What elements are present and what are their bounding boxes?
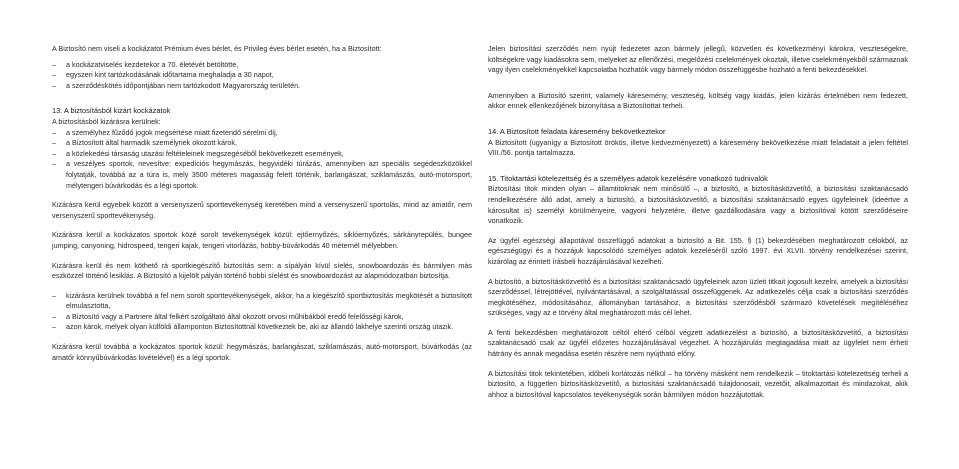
list-item: – a veszélyes sportok, nevesítve: expedíciós hegymászás, hegyvidéki túrázás, amennyiben azt speciális segédeszközökkel folytatják, továbbá az a túra is, mely 3500 méteres magasság felett történik, barlangászat, sziklamászás, autó-motorsport, mélytengeri búvárkodás és a légi sportok.	[52, 159, 472, 191]
list-item: – a Biztosított által harmadik személynek okozott károk,	[52, 138, 472, 149]
paragraph: Kizárásra kerül a kockázatos sportok közé sorolt tevékenységek közül: ejtőernyőzés, siklóernyőzés, sárkányrepülés, bungee jumping, canyoning, hidrospeed, tengeri kajak, tengeri vitorlázás, hobby-búvárkodás 40 méternél mélyebben.	[52, 230, 472, 250]
list-item: – a Biztosító vagy a Partnere által felkért szolgáltató által okozott orvosi műhibákból eredő felelősségi károk,	[52, 312, 472, 323]
list-item: – a közlekedési társaság utazási feltételeinek megszegéséből bekövetkezett események,	[52, 149, 472, 160]
list-item: – kizárásra kerülnek továbbá a fel nem sorolt sporttevékenységek, akkor, ha a kiegészítő sportbiztosítás megkötését a biztosított elmulasztotta,	[52, 291, 472, 312]
paragraph: A fenti bekezdésben meghatározott céltól eltérő célból végzett adatkezelést a biztosító, a biztosításközvetítő, a biztosítási szaktanácsadó csak az ügyfél előzetes hozzájárulásával végezhet. A hozzájárulás megtagadása miatt az ügyfelet nem érheti hátrány és annak megadása esetén részére nem nyújtható előny.	[488, 327, 908, 359]
section-13-title: 13. A biztosításból kizárt kockázatok	[52, 106, 171, 116]
paragraph: Kizárásra kerül továbbá a kockázatos sportok közül: hegymászás, barlangászat, sziklamászás, autó-motorsport, búvárkodás (az amatőr könnyűbúvárkodás kivételével) és a légi sportok.	[52, 342, 472, 362]
list-item: – a személyhez fűződő jogok megsértése miatt fizetendő sérelmi díj,	[52, 128, 472, 139]
section-14-text: A Biztosított (ugyanígy a Biztosított örökös, illetve kedvezményezett) a káresemény bekövetkezése miatt feladatait a jelen feltétel VIII./56. pontja tartalmazza.	[488, 137, 908, 158]
paragraph: Az ügyfél egészségi állapotával összefüggő adatokat a biztosító a Bit. 155. § (1) bekezdésében meghatározott célokból, az egészségügyi és a hozzájuk kapcsolódó személyes adatok kezeléséről szóló 1997. évi XLVII. törvény rendelkezései szerint, kizárólag az érintett írásbeli hozzájárulásával kezelheti.	[488, 235, 908, 266]
section-15-title: 15. Titoktartási kötelezettség és a személyes adatok kezelésére vonatkozó tudnivalók	[488, 173, 768, 183]
paragraph: A biztosító, a biztosításközvetítő és a biztosítási szaktanácsadó ügyfeleinek azon üzleti titkait jogosult kezelni, amelyek a biztosítási szerződéssel, létrejöttével, nyilvántartásával, a szolgáltatással összefüggenek. Az adatkezelés célja csak a biztosítási szerződés megkötéséhez, módosításához, állományban tartásához, a biztosítási szerződésből származó követelések megítéléséhez szükséges, vagy az e törvény által meghatározott más cél lehet.	[488, 276, 908, 318]
left-column	[52, 44, 472, 368]
paragraph: Jelen biztosítási szerződés nem nyújt fedezetet azon bármely jellegű, közvetlen és következményi károkra, veszteségekre, költségekre vagy kiadásokra sem, melyeket az ellenőrzési, megelőzési cselekmények okoztak, illetve cselekményekből származnak vagy ilyen cselekményekkel kapcsolatba hozhatók vagy bármely módon összefüggésbe hozható a fenti bekezdésekkel.	[488, 44, 908, 75]
section-14-title: 14. A Biztosított feladata káresemény bekövetkeztekor	[488, 126, 666, 136]
intro-paragraph: A Biztosító nem viseli a kockázatot Prémium éves bérlet, és Privileg éves bérlet esetén, ha a Biztosított:	[52, 44, 382, 53]
paragraph: Kizárásra kerül és nem köthető rá sportkiegészítő biztosítás sem: a sípályán kívül síelés, snowboardozás és bármilyen más eszközzel történő lesiklás. A Biztosító a kijelölt pályán történő hobbi síelést és snowboardozást az alapmódozatban biztosítja.	[52, 260, 472, 281]
section-13-intro: A biztosításból kizárásra kerülnek:	[52, 116, 161, 126]
list-item: – egyszeri kint tartózkodásának időtartama meghaladja a 30 napot,	[52, 70, 472, 81]
list-item: – a kockázatviselés kezdetekor a 70. életévét betöltötte,	[52, 60, 472, 71]
list-item: – azon károk, melyek olyan külföldi államponton Biztosítottnál következtek be, aki az állandó lakhelye szerinti ország utazik.	[52, 322, 472, 333]
paragraph: Kizárásra kerül egyebek között a versenyszerű sporttevékenység keretében mind a versenyszerű sportolás, mind az amatőr, nem versenyszerű sporttevékenység.	[52, 200, 472, 220]
paragraph: Amennyiben a Biztosító szerint, valamely káresemény, veszteség, költség vagy kiadás, jelen kizárás értelmében nem fedezett, akkor ennek ellenkezőjének bizonyítása a Biztosítottat terheli.	[488, 90, 908, 111]
exclusion-list	[52, 291, 472, 333]
intro-list	[52, 60, 472, 92]
paragraph: Biztosítási titok minden olyan – államtitoknak nem minősülő –, a biztosító, a biztosításközvetítő, a biztosítási szaktanácsadó rendelkezésére álló adat, amely a biztosító, a biztosításközvetítő, a biztosítási szaktanácsadó egyes ügyfeleinek (ideértve a károsultat is) személyi körülményeire, vagyoni helyzetére, illetve gazdálkodására vagy a biztosítóval kötött szerződéseire vonatkozik.	[488, 184, 908, 226]
paragraph: A biztosítási titok tekintetében, időbeli korlátozás nélkül – ha törvény másként nem rendelkezik – titoktartási kötelezettség terheli a biztosító, a független biztosításközvetítő, a biztosítási szaktanácsadó tulajdonosait, vezetőit, alkalmazottait és mindazokat, akik ahhoz a biztosítóval kapcsolatos tevékenységük során bármilyen módon hozzájutottak.	[488, 368, 908, 399]
list-item: – a szerződéskötés időpontjában nem tartózkodott Magyarország területén.	[52, 81, 472, 92]
right-column	[488, 44, 908, 405]
section-13-list	[52, 128, 472, 192]
